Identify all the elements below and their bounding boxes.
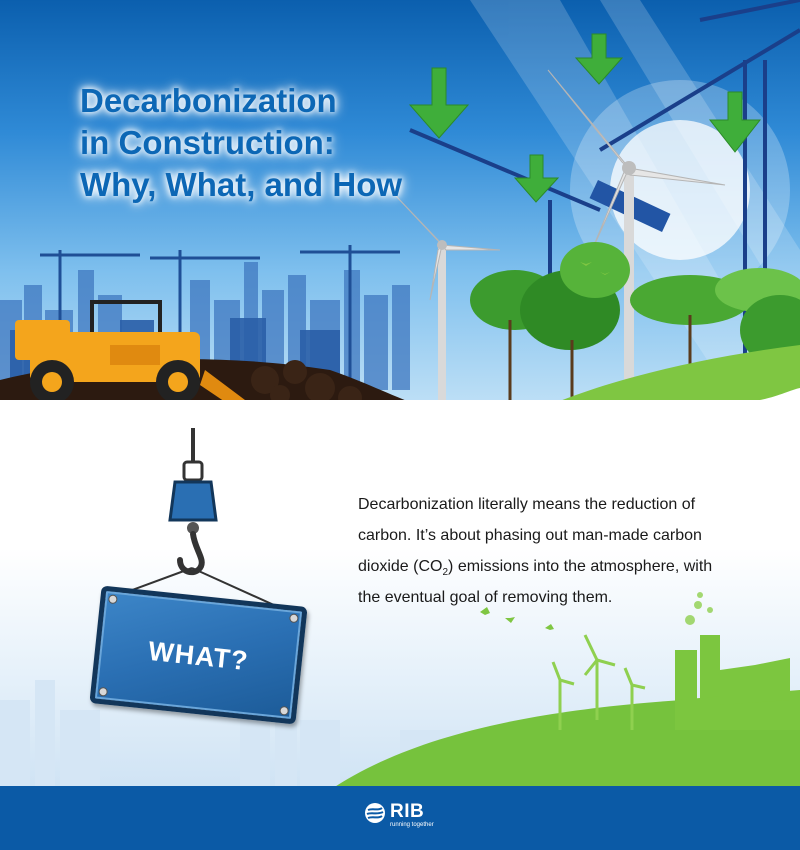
what-description [358, 489, 738, 613]
page-title [80, 80, 460, 206]
title-line-2: in Construction: [80, 124, 335, 161]
title-line-3: Why, What, and How [80, 166, 403, 203]
what-sign [89, 586, 307, 725]
logo-text: RIB [390, 801, 425, 822]
rib-logo[interactable] [364, 800, 444, 836]
co2-subscript: 2 [442, 567, 449, 579]
sign-bolt [279, 706, 289, 716]
rib-logo-icon [364, 802, 386, 832]
description-text-2: ) emissions into the atmosphere, with the eventual goal of removing them. [358, 558, 713, 606]
sign-bolt [108, 594, 118, 604]
crane-hook-icon [105, 428, 296, 615]
sign-bolt [98, 687, 108, 697]
footer-bar [0, 786, 800, 850]
logo-tagline: running together [390, 822, 434, 828]
sign-label: WHAT? [146, 635, 250, 677]
title-line-1: Decarbonization [80, 82, 337, 119]
sign-bolt [289, 613, 299, 623]
description-text-1: Decarbonization literally means the reduction of carbon. It’s about phasing out man-made carbon dioxide (CO [358, 496, 702, 575]
factory-icon [675, 635, 800, 730]
